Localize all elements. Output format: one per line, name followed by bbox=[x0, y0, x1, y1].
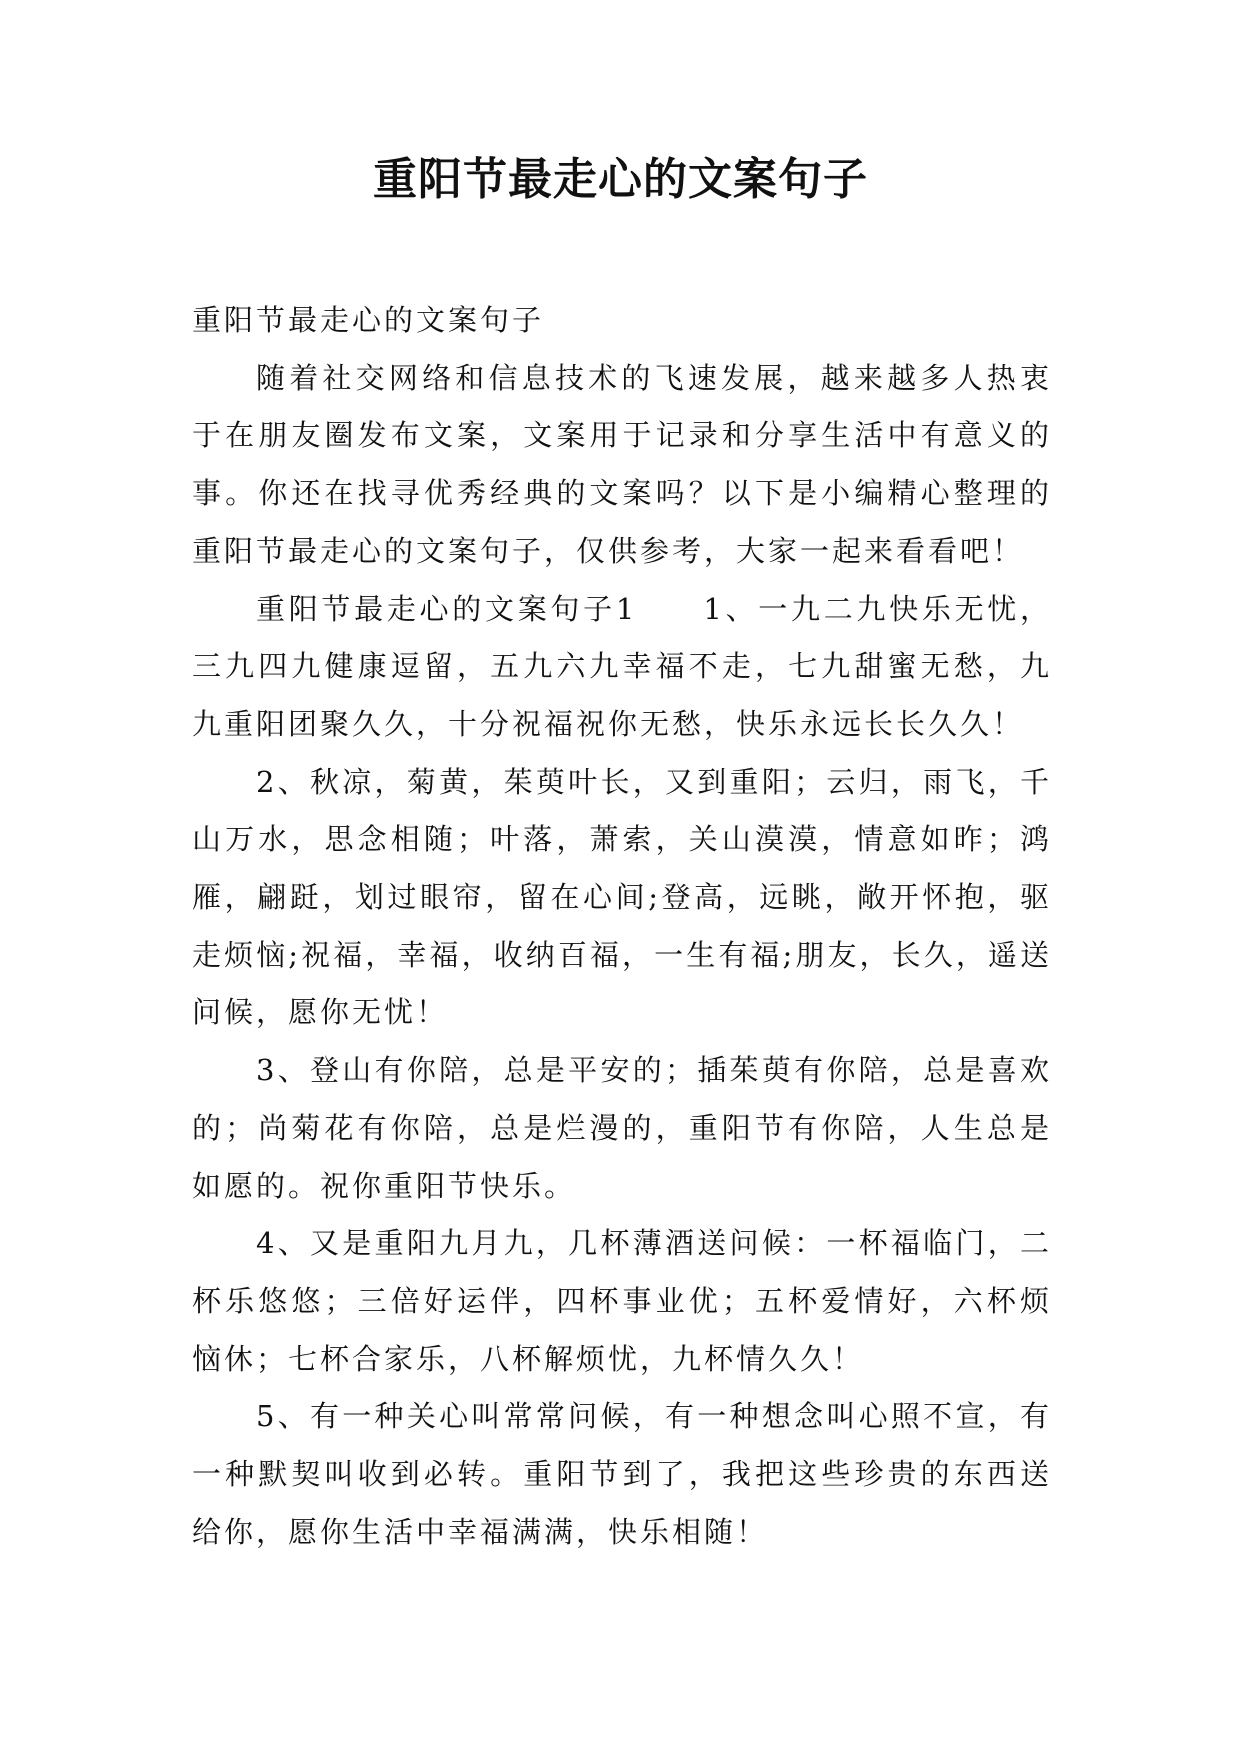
document-body bbox=[192, 292, 1052, 1561]
paragraph-item-1: 重阳节最走心的文案句子1 1、一九二九快乐无忧，三九四九健康逗留，五九六九幸福不走，七九甜蜜无愁，九九重阳团聚久久，十分祝福祝你无愁，快乐永远长长久久！ bbox=[192, 591, 1052, 741]
paragraph-item-4: 4、又是重阳九月九，几杯薄酒送问候：一杯福临门，二杯乐悠悠；三倍好运伴，四杯事业优；五杯爱情好，六杯烦恼休；七杯合家乐，八杯解烦忧，九杯情久久！ bbox=[192, 1226, 1052, 1376]
paragraph-subtitle: 重阳节最走心的文案句子 bbox=[192, 303, 545, 337]
document-title: 重阳节最走心的文案句子 bbox=[373, 154, 868, 205]
paragraph-item-3: 3、登山有你陪，总是平安的；插茱萸有你陪，总是喜欢的；尚菊花有你陪，总是烂漫的，重阳节有你陪，人生总是如愿的。祝你重阳节快乐。 bbox=[192, 1053, 1052, 1203]
paragraph-intro: 随着社交网络和信息技术的飞速发展，越来越多人热衷于在朋友圈发布文案，文案用于记录和分享生活中有意义的事。你还在找寻优秀经典的文案吗？以下是小编精心整理的重阳节最走心的文案句子，仅供参考，大家一起来看看吧！ bbox=[192, 360, 1052, 568]
paragraph-item-2: 2、秋凉，菊黄，茱萸叶长，又到重阳；云归，雨飞，千山万水，思念相随；叶落，萧索，关山漠漠，情意如昨；鸿雁，翩跹，划过眼帘，留在心间;登高，远眺，敞开怀抱，驱走烦恼;祝福，幸福，收纳百福，一生有福;朋友，长久，遥送问候，愿你无忧！ bbox=[192, 764, 1052, 1030]
paragraph-item-5: 5、有一种关心叫常常问候，有一种想念叫心照不宣，有一种默契叫收到必转。重阳节到了，我把这些珍贵的东西送给你，愿你生活中幸福满满，快乐相随！ bbox=[192, 1399, 1052, 1549]
